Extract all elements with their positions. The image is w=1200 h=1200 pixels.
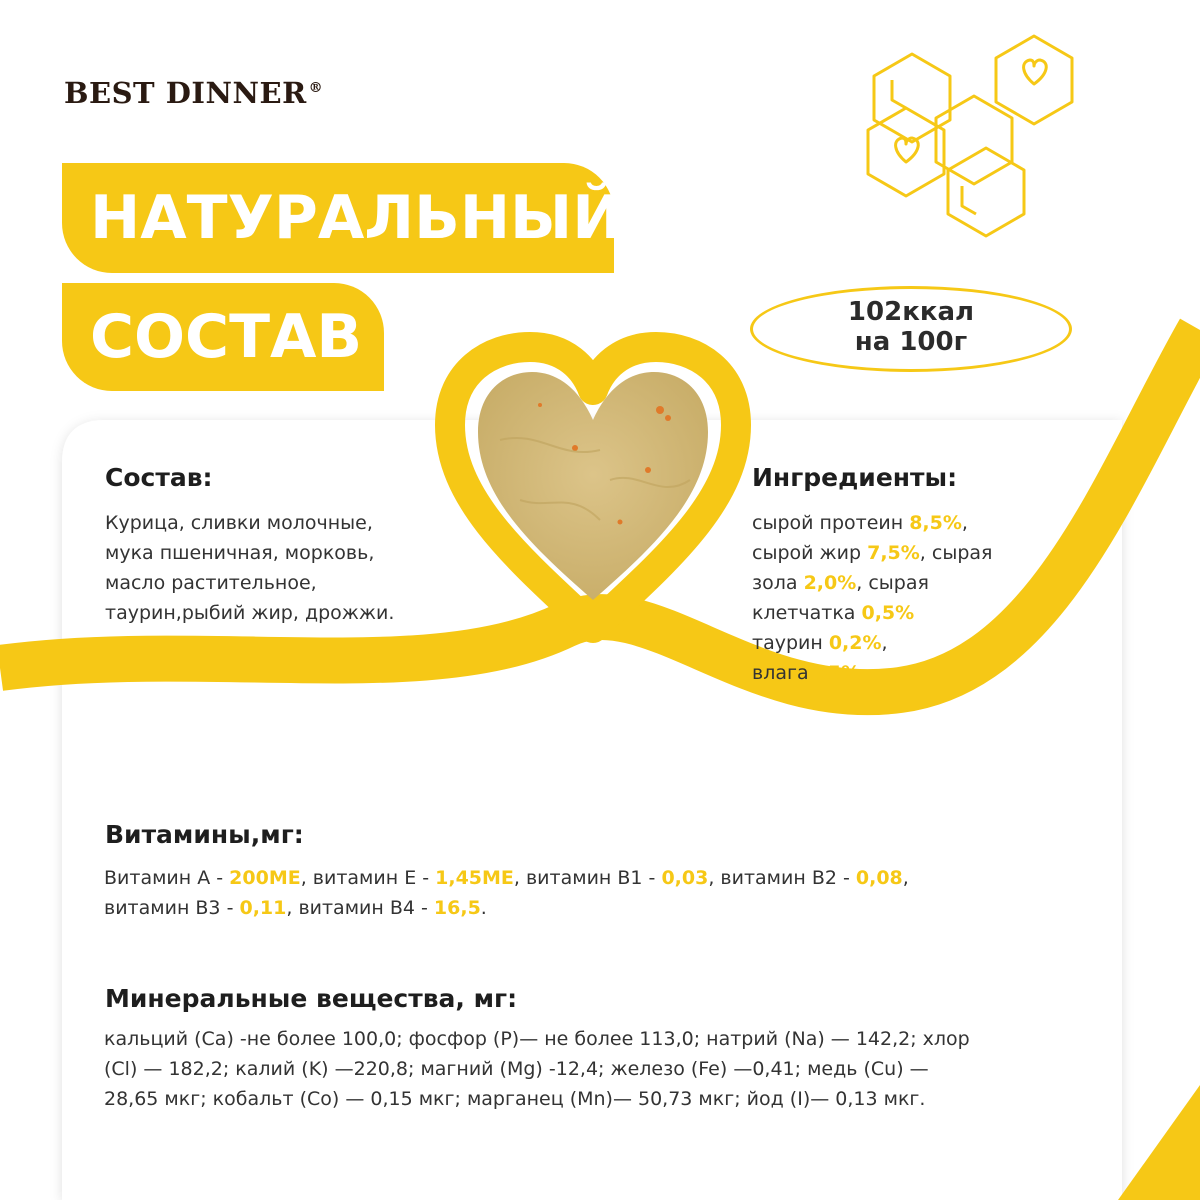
ingredient-value: 0,2% xyxy=(828,632,882,654)
sostav-heading: Состав: xyxy=(105,463,213,492)
vitamin-value: 16,5 xyxy=(433,897,481,919)
vitamins-text xyxy=(104,863,1064,923)
ingredient-value: 0,5% xyxy=(861,602,915,624)
minerals-line: 28,65 мкг; кобальт (Co) — 0,15 мкг; марганец (Mn)— 50,73 мкг; йод (I)— 0,13 мкг. xyxy=(104,1088,926,1110)
sostav-line: мука пшеничная, морковь, xyxy=(105,542,375,564)
sostav-line: масло растительное, xyxy=(105,572,317,594)
ingredient-value: 7,5% xyxy=(867,542,920,564)
ingredient-line: сырой протеин 8,5%, xyxy=(752,512,968,534)
ingredient-line: таурин 0,2%, xyxy=(752,632,888,654)
honeycomb-decoration xyxy=(868,36,1072,236)
ingredient-line: влага 85% xyxy=(752,662,861,684)
title-line-1: НАТУРАЛЬНЫЙ xyxy=(62,163,614,273)
ingredient-value: 8,5% xyxy=(909,512,962,534)
vitamins-line: витамин В3 - 0,11, витамин В4 - 16,5. xyxy=(104,897,487,919)
vitamin-value: 200МЕ xyxy=(229,867,301,889)
ingredient-line: сырой жир 7,5%, сырая xyxy=(752,542,993,564)
sostav-line: таурин,рыбий жир, дрожжи. xyxy=(105,602,395,624)
minerals-line: (Cl) — 182,2; калий (K) —220,8; магний (Mg) -12,4; железо (Fe) —0,41; медь (Cu) — xyxy=(104,1058,929,1080)
brand-name: BEST DINNER xyxy=(64,76,307,110)
sostav-text xyxy=(105,508,445,628)
ingredient-line: зола 2,0%, сырая xyxy=(752,572,929,594)
corner-triangle xyxy=(1118,1085,1200,1200)
minerals-heading: Минеральные вещества, мг: xyxy=(105,984,518,1013)
sostav-line: Курица, сливки молочные, xyxy=(105,512,373,534)
registered-mark: ® xyxy=(308,80,324,97)
brand-logo xyxy=(64,76,323,110)
ingredients-heading: Ингредиенты: xyxy=(752,463,958,492)
ingredient-value: 85% xyxy=(814,662,861,684)
energy-unit: на 100г xyxy=(854,327,968,357)
vitamin-value: 0,03 xyxy=(661,867,709,889)
minerals-line: кальций (Са) -не более 100,0; фосфор (P)— не более 113,0; натрий (Na) — 142,2; хлор xyxy=(104,1028,970,1050)
energy-value: 102ккал xyxy=(847,297,975,327)
vitamin-value: 1,45МЕ xyxy=(435,867,514,889)
minerals-text xyxy=(104,1024,1064,1114)
vitamins-line: Витамин А - 200МЕ, витамин Е - 1,45МЕ, витамин В1 - 0,03, витамин В2 - 0,08, xyxy=(104,867,909,889)
ingredient-value: 2,0% xyxy=(803,572,857,594)
vitamin-value: 0,08 xyxy=(855,867,903,889)
ingredients-text xyxy=(752,508,1052,688)
title-line-2: СОСТАВ xyxy=(62,283,384,391)
ingredient-line: клетчатка 0,5% xyxy=(752,602,915,624)
vitamin-value: 0,11 xyxy=(239,897,287,919)
vitamins-heading: Витамины,мг: xyxy=(105,820,304,849)
energy-badge xyxy=(750,286,1072,372)
